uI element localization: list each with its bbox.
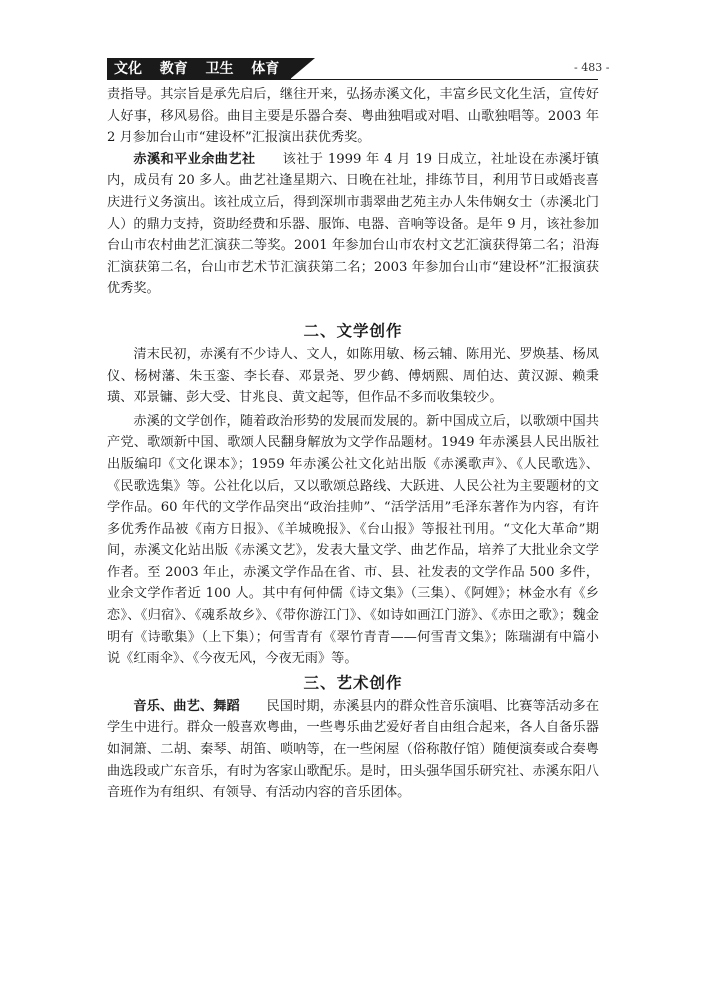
running-header-title: 文化 教育 卫生 体育 [114,61,280,77]
paragraph-literary-works: 赤溪的文学创作，随着政治形势的发展而发展的。新中国成立后，以歌颂中国共产党、歌颂新中国、歌颂人民翻身解放为文学作品题材。1949 年赤溪县人民出版社出版编印《文化课本》；1959 年赤溪公社文化站出版《赤溪歌声》、《人民歌选》、《民歌选集》等。公社化以后，又以歌颂总路线、大跃进、人民公社为主要题材的文学作品。60 年代的文学作品突出“政治挂帅”、“活学活用”毛泽东著作为内容，有许多优秀作品被《南方日报》、《羊城晚报》、《台山报》等报社刊用。“文化大革命”期间，赤溪文化站出版《赤溪文艺》，发表大量文学、曲艺作品，培养了大批业余文学作者。至 2003 年止，赤溪文学作品在省、市、县、社发表的文学作品 500 多件，业余文学作者近 100 人。其中有何仲儒《诗文集》（三集）、《阿娌》；林金水有《乡恋》、《归宿》、《魂系故乡》、《带你游江门》、《如诗如画江门游》、《赤田之歌》；魏金明有《诗歌集》（上下集）；何雪青有《翠竹青青——何雪青文集》；陈瑞湖有中篇小说《红雨伞》、《今夜无风，今夜无雨》等。 [107,413,599,667]
paragraph-music [107,696,599,804]
paragraph-continued: 责指导。其宗旨是承先启后，继往开来，弘扬赤溪文化，丰富乡民文化生活，宣传好人好事，移风易俗。曲目主要是乐器合奏、粤曲独唱或对唱、山歌独唱等。2003 年 2 月参加台山市“建设杯”汇报演出获优秀奖。 [107,87,599,146]
header-band-wedge [289,58,315,80]
page-number: - 483 - [574,61,610,74]
paragraph-body: 该社于 1999 年 4 月 19 日成立，社址设在赤溪圩镇内，成员有 20 多人。曲艺社逢星期六、日晚在社址，排练节目，利用节日或婚丧喜庆进行义务演出。该社成立后，得到深圳市翡翠曲艺苑主办人朱伟娴女士（赤溪北门人）的鼎力支持，资助经费和乐器、服饰、电器、音响等设备。是年 9 月，该社参加台山市农村曲艺汇演获二等奖。2001 年参加台山市农村文艺汇演获得第二名；沿海汇演获第二名，台山市艺术节汇演获第二名；2003 年参加台山市“建设杯”汇报演获优秀奖。 [107,151,600,297]
paragraph-poets: 清末民初，赤溪有不少诗人、文人，如陈用敏、杨云辅、陈用光、罗焕基、杨凤仪、杨树藩、朱玉銮、李长春、邓景尧、罗少鹤、傅炳熙、周伯达、黄汉源、赖秉璜、邓景镛、彭大受、甘兆良、黄文起等，但作品不多而收集较少。 [107,346,599,406]
paragraph-lead-term: 赤溪和平业余曲艺社 [133,151,256,167]
page-body [107,84,599,804]
paragraph-lead-term: 音乐、曲艺、舞蹈 [133,698,240,714]
paragraph-body: 民国时期，赤溪县内的群众性音乐演唱、比赛等活动多在学生中进行。群众一般喜欢粤曲，一些粤乐曲艺爱好者自由组合起来，各人自备乐器如洞箫、二胡、秦琴、胡笛、唢呐等，在一些闲屋（俗称散仔馆）随便演奏或合奏粤曲选段或广东音乐，有时为客家山歌配乐。是时，田头强华国乐研究社、赤溪东阳八音班作为有组织、有领导、有活动内容的音乐团体。 [107,698,600,801]
section-heading-art: 三、艺术创作 [303,673,403,692]
header-divider [107,79,598,80]
section-heading-literature: 二、文学创作 [303,321,403,340]
paragraph-opera-society [107,149,599,300]
